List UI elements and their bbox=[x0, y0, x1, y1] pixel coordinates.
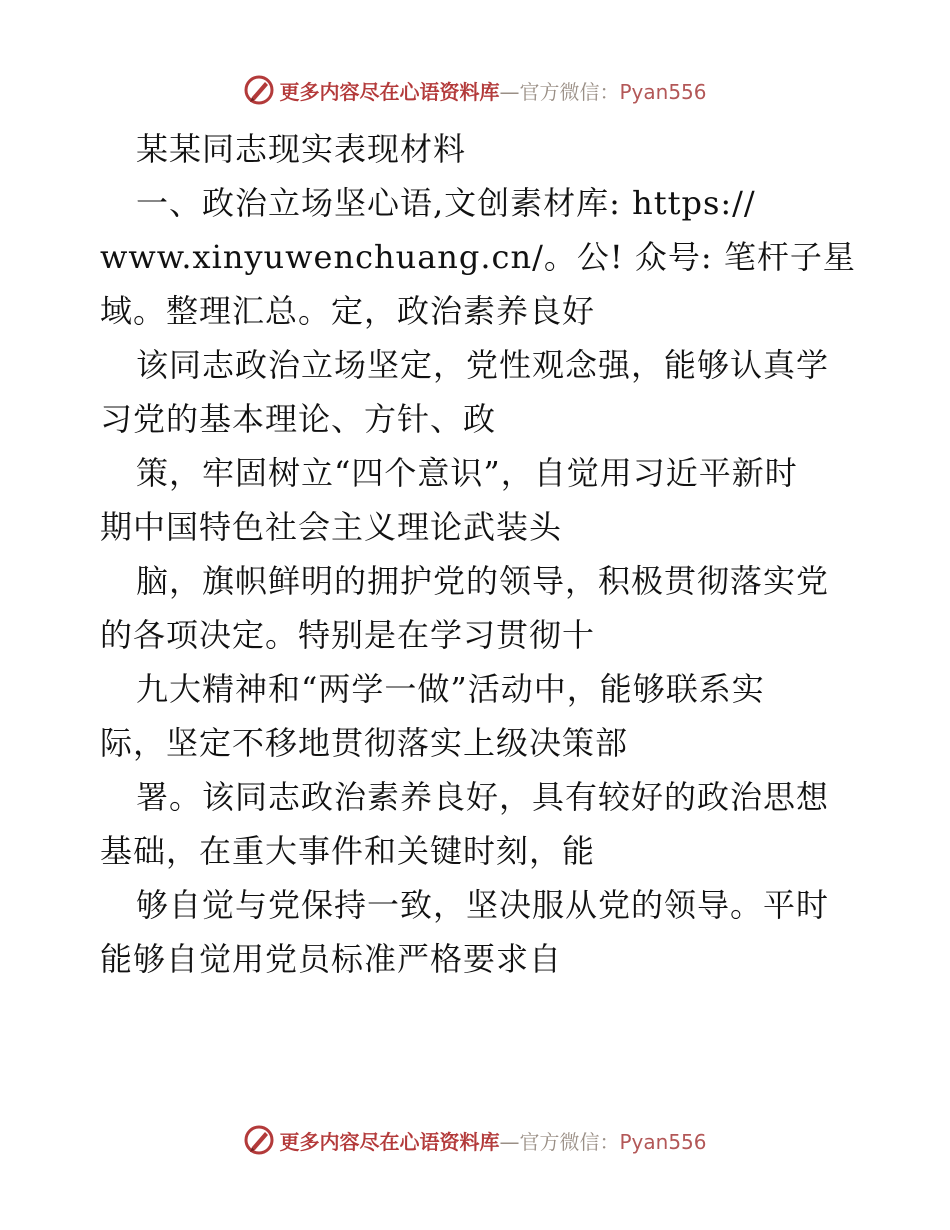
document-body bbox=[100, 122, 860, 986]
paragraph-line: 能够自觉用党员标准严格要求自 bbox=[100, 940, 563, 978]
paragraph-line: 一、政治立场坚心语,文创素材库: https:// bbox=[136, 184, 756, 222]
paragraph-line: 九大精神和“两学一做”活动中，能够联系实 bbox=[136, 670, 765, 708]
paragraph-line: 习党的基本理论、方针、政 bbox=[100, 400, 497, 438]
paragraph-line: 际，坚定不移地贯彻落实上级决策部 bbox=[100, 724, 629, 762]
document-title: 某某同志现实表现材料 bbox=[136, 130, 467, 168]
paragraph-line: 基础，在重大事件和关键时刻，能 bbox=[100, 832, 596, 870]
watermark-text: 更多内容尽在心语资料库—官方微信：Pyan556 bbox=[279, 1129, 707, 1154]
paragraph-line: 期中国特色社会主义理论武装头 bbox=[100, 508, 563, 546]
paragraph-line: 域。整理汇总。定，政治素养良好 bbox=[100, 292, 596, 330]
footer-watermark bbox=[0, 1120, 950, 1160]
paragraph-line: www.xinyuwenchuang.cn/。公! 众号: 笔杆子星 bbox=[100, 238, 856, 276]
paragraph-line: 的各项决定。特别是在学习贯彻十 bbox=[100, 616, 596, 654]
paragraph-line: 脑，旗帜鲜明的拥护党的领导，积极贯彻落实党 bbox=[136, 562, 830, 600]
paragraph-line: 署。该同志政治素养良好，具有较好的政治思想 bbox=[136, 778, 830, 816]
paragraph-line: 策，牢固树立“四个意识”，自觉用习近平新时 bbox=[136, 454, 798, 492]
watermark-text: 更多内容尽在心语资料库—官方微信：Pyan556 bbox=[279, 79, 707, 104]
pen-logo-icon bbox=[243, 1124, 275, 1156]
pen-logo-icon bbox=[243, 74, 275, 106]
paragraph-line: 够自觉与党保持一致，坚决服从党的领导。平时 bbox=[136, 886, 830, 924]
header-watermark bbox=[0, 70, 950, 110]
paragraph-line: 该同志政治立场坚定，党性观念强，能够认真学 bbox=[136, 346, 830, 384]
